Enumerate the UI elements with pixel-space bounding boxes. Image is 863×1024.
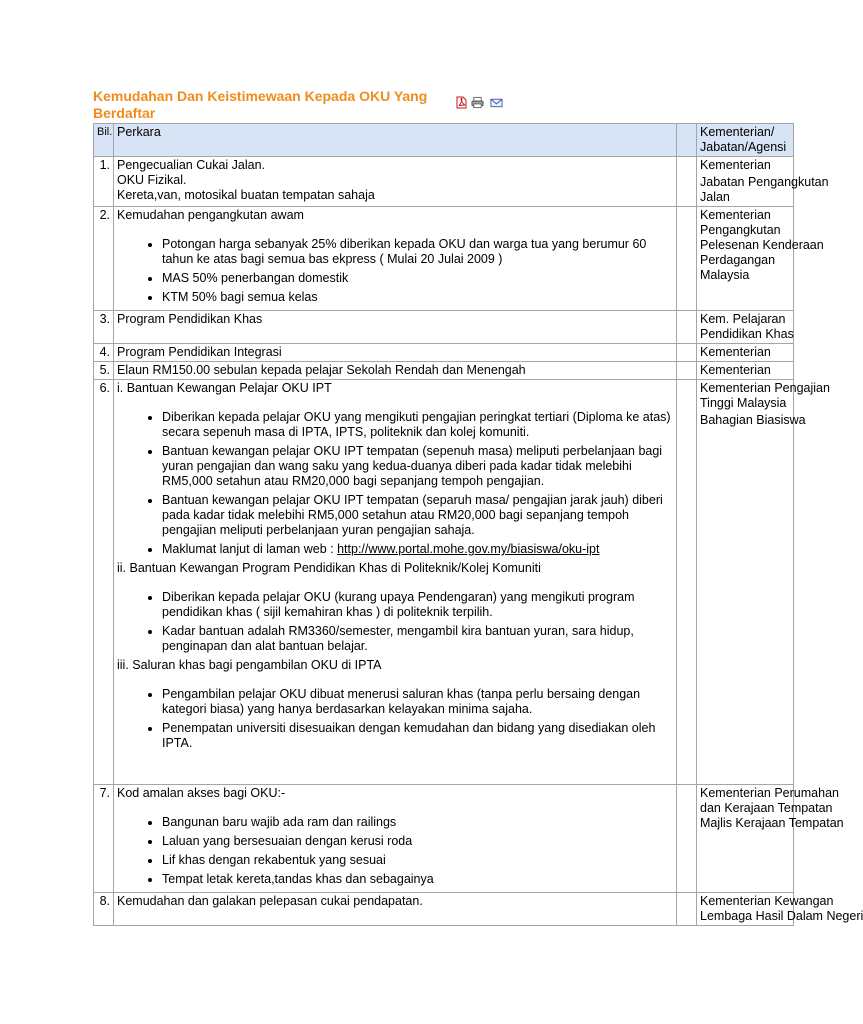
list-item: • Kadar bantuan adalah RM3360/semester, mengambil kira bantuan yuran, sara hidup, penginapan dan alat bantuan belajar.	[162, 624, 673, 654]
pdf-icon[interactable]	[455, 96, 468, 109]
list-item: • Maklumat lanjut di laman web : http://www.portal.mohe.gov.my/biasiswa/oku-ipt	[162, 542, 673, 557]
table-row: 1. Pengecualian Cukai Jalan. OKU Fizikal. Kereta,van, motosikal buatan tempatan sahaja Kementerian Jabatan Pengangkutan Jalan	[94, 157, 794, 207]
table-row: 8. Kemudahan dan galakan pelepasan cukai pendapatan. Kementerian Kewangan Lembaga Hasil Dalam Negeri	[94, 893, 794, 926]
table-header	[94, 124, 794, 157]
oku-table	[93, 123, 863, 926]
list-item: • Bangunan baru wajib ada ram dan railings	[162, 815, 673, 830]
table-row: 6. i. Bantuan Kewangan Pelajar OKU IPT • Diberikan kepada pelajar OKU yang mengikuti pengajian peringkat tertiari (Diploma ke atas) secara sepenuh masa di IPTA, IPTS, politeknik dan kolej komuniti. • Bantuan kewangan pelajar OKU IPT tempatan (sepenuh masa) meliputi perbelanjaan bagi yuran pengajian dan wang saku yang kedua-duanya diberi pada kadar tidak melebihi RM5,000 setahun atau RM20,000 bagi sepanjang tempoh pengajian. • Bantuan kewangan pelajar OKU IPT tempatan (separuh masa/ pengajian jarak jauh) diberi pada kadar tidak melebihi RM5,000 setahun atau RM20,000 bagi sepanjang tempoh pengajian meliputi perbelanjaan yuran pengajian sahaja. • Maklumat lanjut di laman web : http://www.portal.mohe.gov.my/biasiswa/oku-ipt ii. Bantuan Kewangan Program Pendidikan Khas di Politeknik/Kolej Komuniti • Diberikan kepada pelajar OKU (kurang upaya Pendengaran) yang mengikuti program pendidikan khas ( sijil kemahiran khas ) di politeknik terpilih. • Kadar bantuan adalah RM3360/semester, mengambil kira bantuan yuran, sara hidup, penginapan dan alat bantuan belajar. iii. Saluran khas bagi pengambilan OKU di IPTA • Pengambilan pelajar OKU dibuat menerusi saluran khas (tanpa perlu bersaing dengan kategori biasa) yang hanya berdasarkan kelayakan minima sajaha. • Penempatan universiti disesuaikan dengan kemudahan dan bidang yang disediakan oleh IPTA. Kementerian Pengajian Tinggi Malaysia Bahagian Biasiswa	[94, 380, 794, 785]
table-row: 3. Program Pendidikan Khas Kem. Pelajaran Pendidikan Khas	[94, 311, 794, 344]
list-item: • Laluan yang bersesuaian dengan kerusi roda	[162, 834, 673, 849]
table-row: 5. Elaun RM150.00 sebulan kepada pelajar Sekolah Rendah dan Menengah Kementerian	[94, 362, 794, 380]
list-item: • Pengambilan pelajar OKU dibuat menerusi saluran khas (tanpa perlu bersaing dengan kategori biasa) yang hanya berdasarkan kelayakan minima sajaha.	[162, 687, 673, 717]
list-item: • Bantuan kewangan pelajar OKU IPT tempatan (sepenuh masa) meliputi perbelanjaan bagi yuran pengajian dan wang saku yang kedua-duanya diberi pada kadar tidak melebihi RM5,000 setahun atau RM20,000 bagi sepanjang tempoh pengajian.	[162, 444, 673, 489]
table-row: 2. Kemudahan pengangkutan awam • Potongan harga sebanyak 25% diberikan kepada OKU dan warga tua yang berumur 60 tahun ke atas bagi semua bas ekpress ( Mulai 20 Julai 2009 ) • MAS 50% penerbangan domestik • KTM 50% bagi semua kelas Kementerian Pengangkutan Pelesenan Kenderaan Perdagangan Malaysia	[94, 207, 794, 311]
list-item: • Penempatan universiti disesuaikan dengan kemudahan dan bidang yang disediakan oleh IPTA.	[162, 721, 673, 751]
list-item: • Potongan harga sebanyak 25% diberikan kepada OKU dan warga tua yang berumur 60 tahun ke atas bagi semua bas ekpress ( Mulai 20 Julai 2009 )	[162, 237, 673, 267]
email-icon[interactable]	[490, 96, 503, 109]
header-bil: Bil.	[94, 124, 114, 157]
list-item: • MAS 50% penerbangan domestik	[162, 271, 673, 286]
biasiswa-link[interactable]: http://www.portal.mohe.gov.my/biasiswa/oku-ipt	[337, 542, 600, 556]
header-ministry: Kementerian/ Jabatan/Agensi	[697, 124, 794, 157]
table-row: 4. Program Pendidikan Integrasi Kementerian	[94, 344, 794, 362]
page-title: Kemudahan Dan Keistimewaan Kepada OKU Yang Berdaftar	[93, 88, 428, 121]
table-row: 7. Kod amalan akses bagi OKU:- • Bangunan baru wajib ada ram dan railings • Laluan yang bersesuaian dengan kerusi roda • Lif khas dengan rekabentuk yang sesuai • Tempat letak kereta,tandas khas dan sebagainya Kementerian Perumahan dan Kerajaan Tempatan Majlis Kerajaan Tempatan	[94, 785, 794, 893]
header-perkara: Perkara	[114, 124, 677, 157]
print-icon[interactable]	[471, 96, 484, 109]
list-item: • Bantuan kewangan pelajar OKU IPT tempatan (separuh masa/ pengajian jarak jauh) diberi pada kadar tidak melebihi RM5,000 setahun atau RM20,000 bagi sepanjang tempoh pengajian meliputi perbelanjaan yuran pengajian sahaja.	[162, 493, 673, 538]
list-item: • Diberikan kepada pelajar OKU yang mengikuti pengajian peringkat tertiari (Diploma ke atas) secara sepenuh masa di IPTA, IPTS, politeknik dan kolej komuniti.	[162, 410, 673, 440]
list-item: • Tempat letak kereta,tandas khas dan sebagainya	[162, 872, 673, 887]
list-item: • Diberikan kepada pelajar OKU (kurang upaya Pendengaran) yang mengikuti program pendidikan khas ( sijil kemahiran khas ) di politeknik terpilih.	[162, 590, 673, 620]
list-item: • Lif khas dengan rekabentuk yang sesuai	[162, 853, 673, 868]
list-item: • KTM 50% bagi semua kelas	[162, 290, 673, 305]
